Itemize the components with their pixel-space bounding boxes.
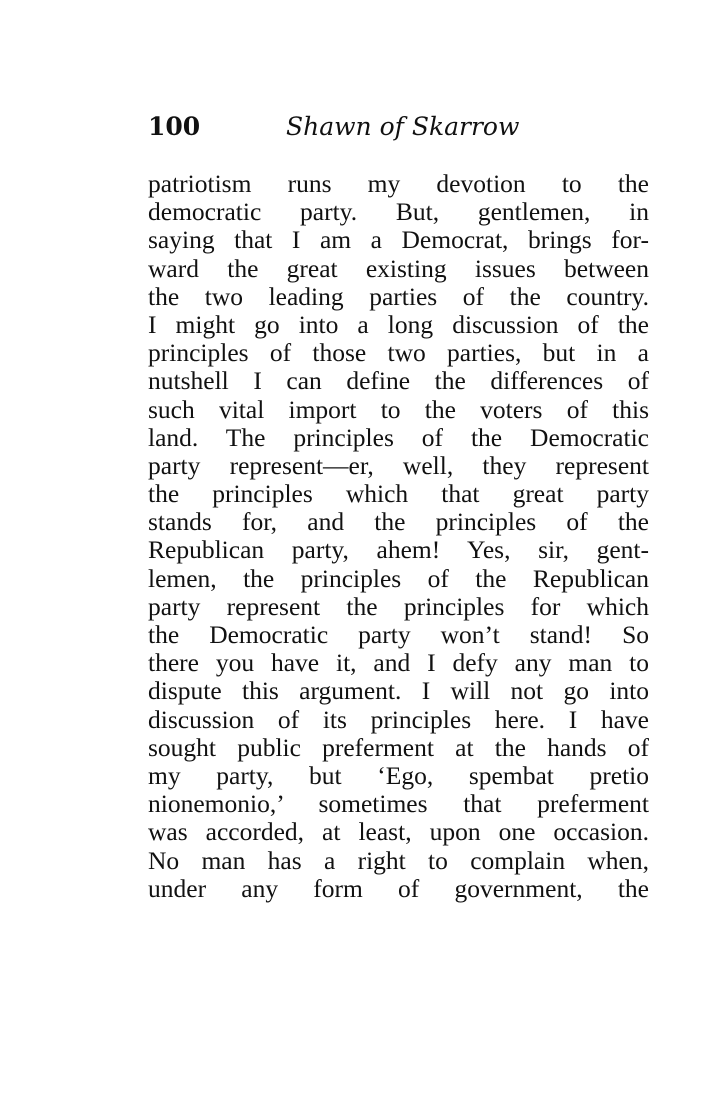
text-line: party represent the principles for which: [148, 591, 649, 621]
text-line: ward the great existing issues between: [148, 253, 649, 283]
text-line: under any form of government, the: [148, 873, 649, 903]
text-line: I might go into a long discussion of the: [148, 309, 649, 339]
running-title: Shawn of Skarrow: [286, 112, 520, 141]
text-line: discussion of its principles here. I have: [148, 704, 649, 734]
text-line: lemen, the principles of the Republican: [148, 563, 649, 593]
text-line: land. The principles of the Democratic: [148, 422, 649, 452]
text-line: principles of those two parties, but in a: [148, 338, 649, 368]
text-line: stands for, and the principles of the: [148, 507, 649, 537]
text-line: my party, but ‘Ego, spembat pretio: [148, 760, 649, 790]
text-line: the Democratic party won’t stand! So: [148, 620, 649, 649]
text-line: nionemonio,’ sometimes that preferment: [148, 789, 649, 819]
page-number: 100: [148, 112, 201, 141]
text-line: was accorded, at least, upon one occasion.: [148, 817, 649, 847]
text-line: patriotism runs my devotion to the: [148, 169, 649, 198]
text-line: party represent—er, well, they represent: [148, 450, 649, 480]
text-line: saying that I am a Democrat, brings for-: [148, 225, 649, 255]
text-line: nutshell I can define the differences of: [148, 366, 649, 396]
text-line: such vital import to the voters of this: [148, 394, 649, 424]
page-header: [148, 112, 648, 152]
text-line: there you have it, and I defy any man to: [148, 648, 649, 678]
text-line: sought public preferment at the hands of: [148, 732, 649, 762]
text-line: Republican party, ahem! Yes, sir, gent-: [148, 535, 649, 565]
text-line: the two leading parties of the country.: [148, 281, 649, 311]
text-line: the principles which that great party: [148, 479, 649, 509]
body-text: [148, 170, 649, 903]
text-line: democratic party. But, gentlemen, in: [148, 197, 649, 227]
text-line: No man has a right to complain when,: [148, 845, 649, 875]
text-line: dispute this argument. I will not go into: [148, 676, 649, 706]
